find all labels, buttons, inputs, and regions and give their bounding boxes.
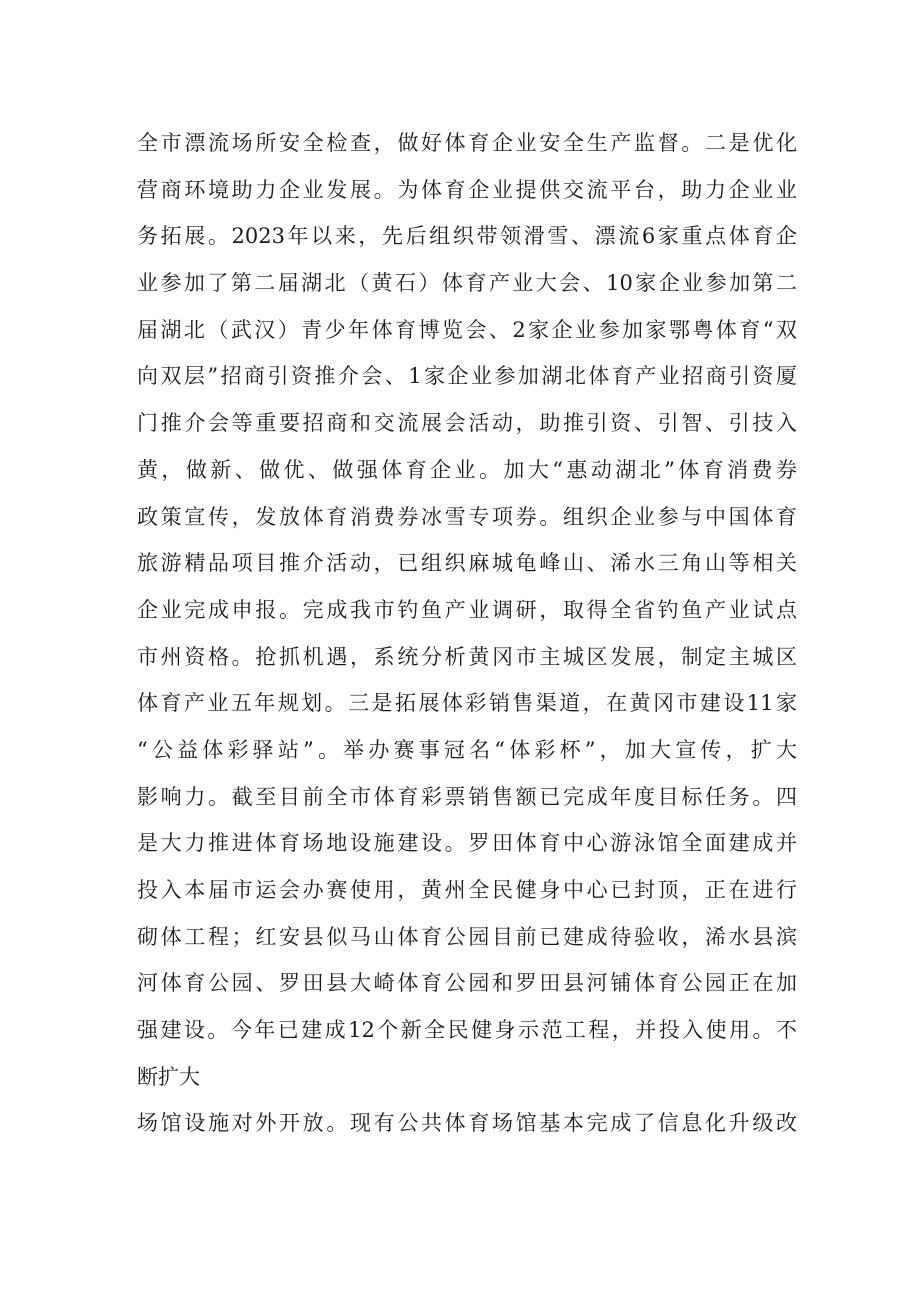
text-line-1: 全市漂流场所安全检查，做好体育企业安全生产监督。二是优化 (137, 131, 797, 155)
text-line-10: 旅游精品项目推介活动，已组织麻城龟峰山、浠水三角山等相关 (137, 551, 797, 576)
text-line-4: 业参加了第二届湖北（黄石）体育产业大会、10家企业参加第二 (137, 271, 797, 296)
text-line-11: 企业完成申报。完成我市钓鱼产业调研，取得全省钓鱼产业试点 (137, 597, 797, 622)
text-line-17: 投入本届市运会办赛使用，黄州全民健身中心已封顶，正在进行 (137, 878, 797, 902)
text-line-19: 河体育公园、罗田县大崎体育公园和罗田县河铺体育公园正在加 (137, 971, 797, 996)
text-line-5: 届湖北（武汉）青少年体育博览会、2家企业参加家鄂粤体育“双 (137, 317, 797, 342)
text-line-3: 务拓展。2023年以来，先后组织带领滑雪、漂流6家重点体育企 (137, 224, 797, 249)
text-line-7: 门推介会等重要招商和交流展会活动，助推引资、引智、引技入 (137, 411, 797, 436)
text-line-15: 影响力。截至目前全市体育彩票销售额已完成年度目标任务。四 (137, 784, 797, 809)
text-line-14: “公益体彩驿站”。举办赛事冠名“体彩杯”，加大宣传，扩大 (137, 737, 797, 762)
text-line-9: 政策宣传，发放体育消费券冰雪专项券。组织企业参与中国体育 (137, 504, 797, 529)
text-line-6: 向双层”招商引资推介会、1家企业参加湖北体育产业招商引资厦 (137, 364, 797, 389)
text-line-21: 断扩大 (137, 1064, 200, 1089)
text-line-22: 场馆设施对外开放。现有公共体育场馆基本完成了信息化升级改 (137, 1111, 797, 1136)
text-line-13: 体育产业五年规划。三是拓展体彩销售渠道，在黄冈市建设11家 (137, 691, 797, 716)
text-line-16: 是大力推进体育场地设施建设。罗田体育中心游泳馆全面建成并 (137, 831, 797, 856)
text-line-2: 营商环境助力企业发展。为体育企业提供交流平台，助力企业业 (137, 177, 797, 202)
text-line-12: 市州资格。抢抓机遇，系统分析黄冈市主城区发展，制定主城区 (137, 644, 797, 669)
text-line-8: 黄，做新、做优、做强体育企业。加大“惠动湖北”体育消费券 (137, 457, 797, 482)
text-line-18: 砌体工程；红安县似马山体育公园目前已建成待验收，浠水县滨 (137, 924, 797, 949)
body-text (137, 120, 797, 1147)
text-line-20: 强建设。今年已建成12个新全民健身示范工程，并投入使用。不 (137, 1018, 797, 1043)
